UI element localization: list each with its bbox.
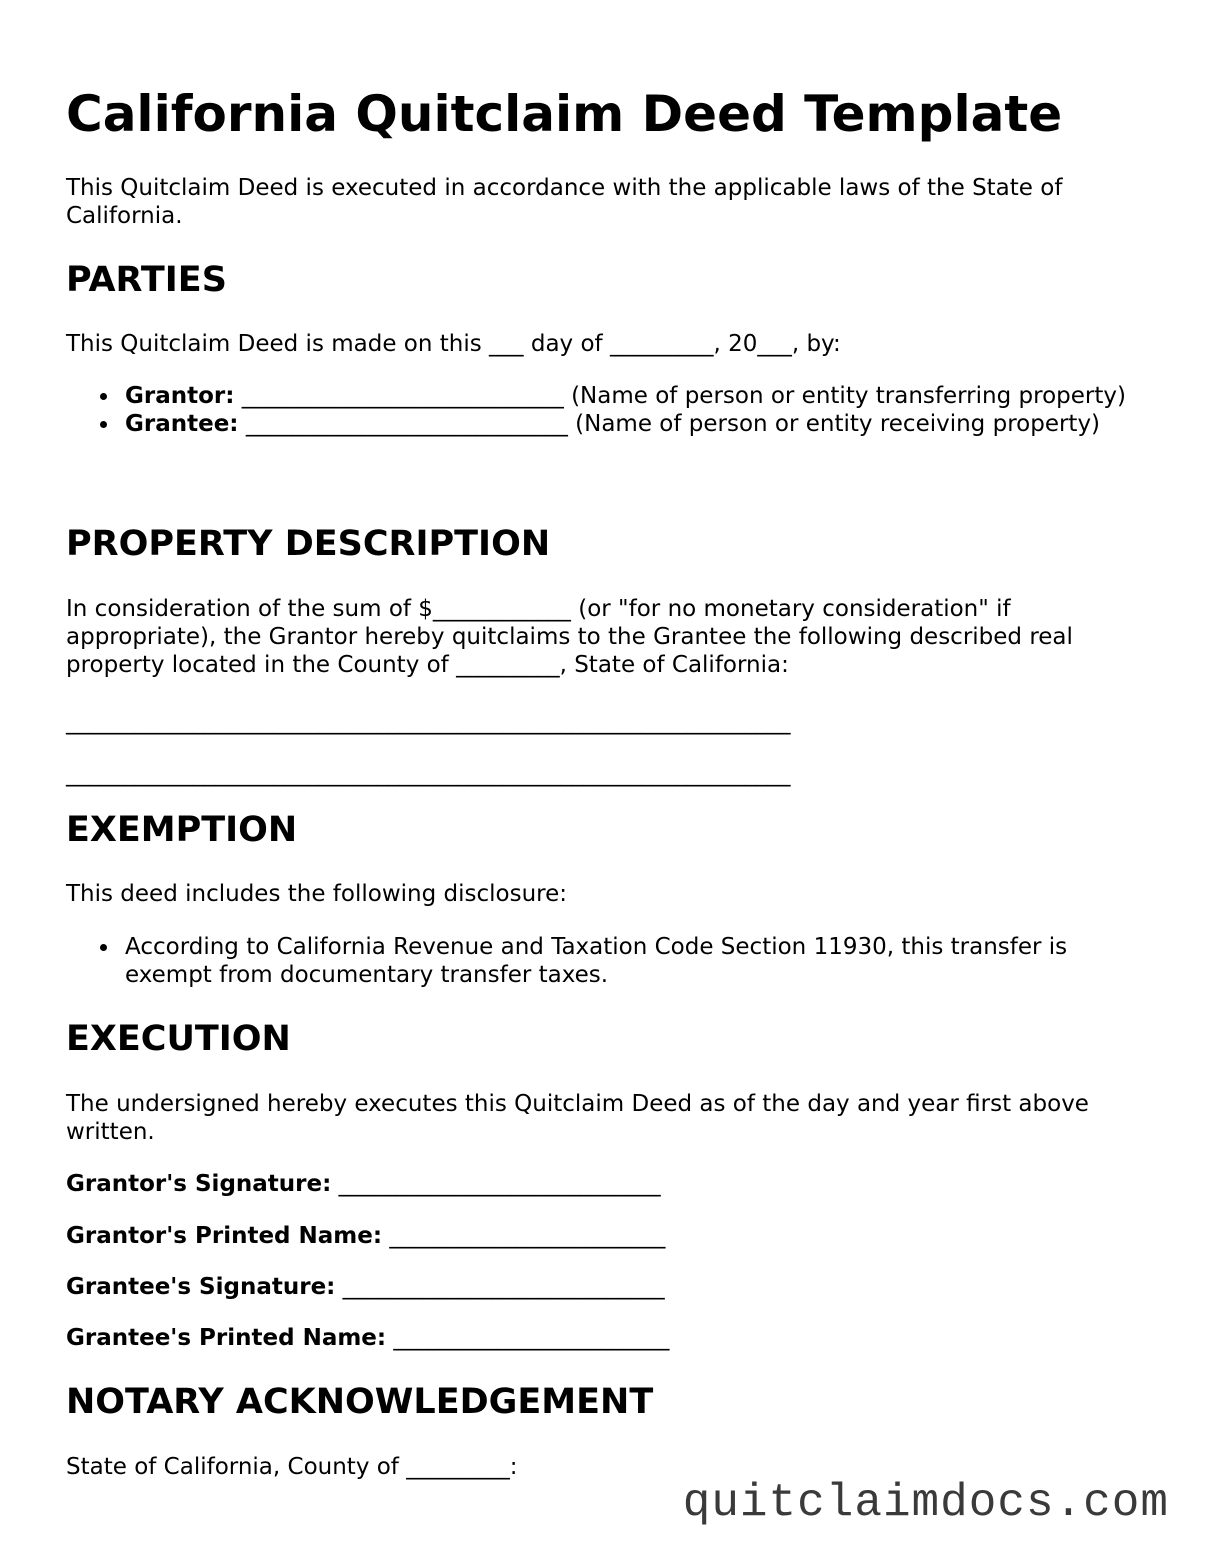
list-item — [66, 410, 1126, 438]
list-item: According to California Revenue and Taxation Code Section 11930, this transfer is exempt from documentary transfer taxes. — [66, 933, 1126, 989]
grantor-signature-label: Grantor's Signature: — [66, 1171, 332, 1197]
site-watermark: quitclaimdocs.com — [682, 1477, 1169, 1529]
property-blank-line-2: _______________________________________________________________ — [66, 761, 791, 787]
grantor-signature-field — [66, 1170, 661, 1198]
parties-made-on: This Quitclaim Deed is made on this ___ day of _________, 20___, by: — [66, 331, 841, 357]
grantor-label: Grantor: — [125, 383, 235, 409]
grantor-signature-line: ____________________________ — [331, 1171, 661, 1197]
notary-paragraph: State of California, County of _________: — [66, 1454, 518, 1480]
grantor-printed-name-label: Grantor's Printed Name: — [66, 1223, 383, 1249]
execution-heading: EXECUTION — [66, 1019, 291, 1059]
grantor-printed-name-field — [66, 1222, 665, 1250]
list-item — [66, 382, 1126, 410]
grantee-signature-field — [66, 1273, 665, 1301]
parties-list — [66, 382, 1126, 438]
grantee-printed-name-line: ________________________ — [386, 1325, 670, 1351]
exemption-paragraph: This deed includes the following disclosure: — [66, 881, 568, 907]
grantee-signature-line: ____________________________ — [335, 1274, 665, 1300]
execution-paragraph: The undersigned hereby executes this Quitclaim Deed as of the day and year first above written. — [66, 1091, 1089, 1145]
grantor-printed-name-line: ________________________ — [382, 1223, 666, 1249]
property-paragraph: In consideration of the sum of $____________ (or "for no monetary consideration" if appropriate), the Grantor hereby quitclaims to the Grantee the following described real property located in the County of _________, State of California: — [66, 596, 1073, 678]
notary-heading: NOTARY ACKNOWLEDGEMENT — [66, 1382, 654, 1422]
property-heading: PROPERTY DESCRIPTION — [66, 524, 551, 564]
grantee-text: ____________________________ (Name of person or entity receiving property) — [238, 411, 1101, 437]
intro-paragraph: This Quitclaim Deed is executed in accordance with the applicable laws of the State of California. — [66, 175, 1063, 229]
grantee-printed-name-label: Grantee's Printed Name: — [66, 1325, 387, 1351]
exemption-list — [66, 933, 1126, 989]
exemption-heading: EXEMPTION — [66, 810, 298, 850]
grantor-text: ____________________________ (Name of person or entity transferring property) — [234, 383, 1126, 409]
property-blank-line-1: _______________________________________________________________ — [66, 709, 791, 735]
parties-heading: PARTIES — [66, 260, 227, 300]
document-title: California Quitclaim Deed Template — [66, 85, 1063, 143]
grantee-signature-label: Grantee's Signature: — [66, 1274, 336, 1300]
grantee-printed-name-field — [66, 1324, 669, 1352]
grantee-label: Grantee: — [125, 411, 239, 437]
